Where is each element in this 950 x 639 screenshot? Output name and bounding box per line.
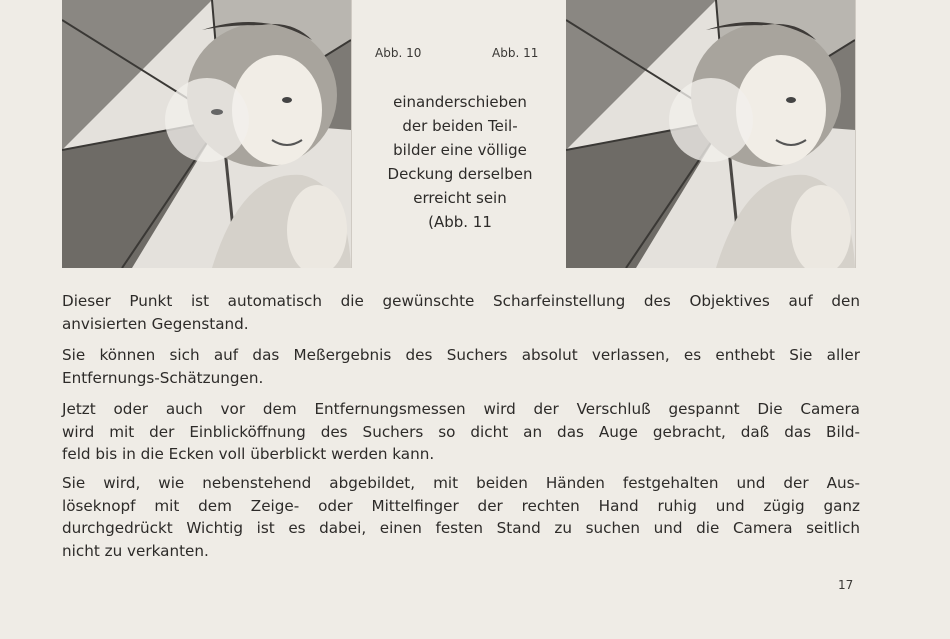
text-line: löseknopf mit dem Zeige- oder Mittelfinger der rechten Hand ruhig und zügig ganz <box>62 496 860 515</box>
caption-abb-10: Abb. 10 <box>375 46 422 60</box>
text-line: Dieser Punkt ist automatisch die gewünschte Scharfeinstellung des Objektives auf den <box>62 292 860 310</box>
text-line: Entfernungs-Schätzungen. <box>62 368 264 387</box>
center-line: Deckung derselben <box>387 165 533 183</box>
text-line: nicht zu verkanten. <box>62 541 209 560</box>
center-line: einanderschieben <box>393 93 527 111</box>
umbrella-girl-image-aligned <box>566 0 855 268</box>
paragraph-2 <box>62 344 860 389</box>
text-line: Jetzt oder auch vor dem Entfernungsmessen wird der Verschluß gespannt Die Camera <box>62 400 860 418</box>
page-number: 17 <box>838 578 854 592</box>
center-line: erreicht sein <box>413 189 507 207</box>
paragraph-3 <box>62 398 860 466</box>
text-line: anvisierten Gegenstand. <box>62 314 249 333</box>
center-line: bilder eine völlige <box>393 141 527 159</box>
center-caption-text <box>360 90 560 234</box>
paragraph-4 <box>62 472 860 562</box>
text-line: Sie wird, wie nebenstehend abgebildet, mit beiden Händen festgehalten und der Aus- <box>62 474 860 492</box>
text-line: durchgedrückt Wichtig ist es dabei, einen festen Stand zu suchen und die Camera seitlich <box>62 519 860 538</box>
umbrella-girl-image <box>62 0 351 268</box>
text-line: feld bis in die Ecken voll überblickt werden kann. <box>62 445 435 464</box>
text-line: Sie können sich auf das Meßergebnis des Suchers absolut verlassen, es enthebt Sie aller <box>62 346 860 364</box>
center-line: (Abb. 11 <box>428 213 492 231</box>
caption-abb-11: Abb. 11 <box>492 46 539 60</box>
figure-abb-10-photo <box>62 0 352 268</box>
text-line: wird mit der Einblicköffnung des Suchers so dicht an das Auge gebracht, daß das Bild- <box>62 422 860 441</box>
center-line: der beiden Teil- <box>402 117 518 135</box>
figure-abb-11-photo <box>566 0 856 268</box>
paragraph-1 <box>62 290 860 335</box>
